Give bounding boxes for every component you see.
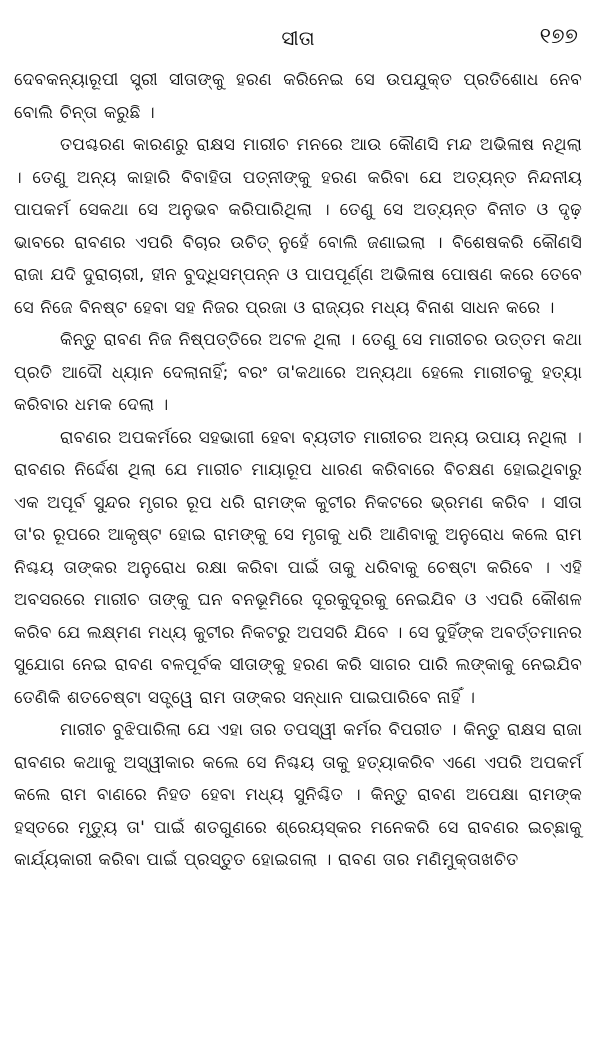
- paragraph: ତପଶ୍ଚରଣ କାରଣରୁ ରାକ୍ଷସ ମାରୀଚ ମନରେ ଆଉ କୌଣସି ମନ୍ଦ ଅଭିଳାଷ ନଥିଲା । ତେଣୁ ଅନ୍ୟ କାହାରି ବିବାହିତା ପତ୍ନୀଙ୍କୁ ହରଣ କରିବା ଯେ ଅତ୍ୟନ୍ତ ନିନ୍ଦନୀୟ ପାପକର୍ମ ସେକଥା ସେ ଅନୁଭବ କରିପାରିଥିଲା । ତେଣୁ ସେ ଅତ୍ୟନ୍ତ ବିନୀତ ଓ ଦୃଢ଼ ଭାବରେ ରାବଣର ଏପରି ବିଚାର ଉଚିତ୍ ନୁହେଁ ବୋଲି ଜଣାଇଲା । ବିଶେଷକରି କୌଣସି ରାଜା ଯଦି ଦୁରାଚାରୀ, ହୀନ ବୁଦ୍ଧିସମ୍ପନ୍ନ ଓ ପାପପୂର୍ଣ୍ଣ ଅଭିଳାଷ ପୋଷଣ କରେ ତେବେ ସେ ନିଜେ ବିନଷ୍ଟ ହେବା ସହ ନିଜର ପ୍ରଜା ଓ ରାଜ୍ୟର ମଧ୍ୟ ବିନାଶ ସାଧନ କରେ ।: [14, 135, 582, 318]
- paragraph: ରାବଣର ଅପକର୍ମରେ ସହଭାଗୀ ହେବା ବ୍ୟତୀତ ମାରୀଚର ଅନ୍ୟ ଉପାୟ ନଥିଲା । ରାବଣର ନିର୍ଦ୍ଦେଶ ଥିଲା ଯେ ମାରୀଚ ମାୟାରୂପ ଧାରଣ କରିବାରେ ବିଚକ୍ଷଣ ହୋଇଥିବାରୁ ଏକ ଅପୂର୍ବ ସୁନ୍ଦର ମୃଗର ରୂପ ଧରି ରାମଙ୍କ କୁଟୀର ନିକଟରେ ଭ୍ରମଣ କରିବ । ସୀତା ତା'ର ରୂପରେ ଆକୃଷ୍ଟ ହୋଇ ରାମଙ୍କୁ ସେ ମୃଗକୁ ଧରି ଆଣିବାକୁ ଅନୁରୋଧ କଲେ ରାମ ନିଶ୍ଚୟ ତାଙ୍କର ଅନୁରୋଧ ରକ୍ଷା କରିବା ପାଇଁ ତାକୁ ଧରିବାକୁ ଚେଷ୍ଟା କରିବେ । ଏହି ଅବସରରେ ମାରୀଚ ତାଙ୍କୁ ଘନ ବନଭୂମିରେ ଦୂରକୁଦୂରକୁ ନେଇଯିବ ଓ ଏପରି କୌଶଳ କରିବ ଯେ ଲକ୍ଷ୍ମଣ ମଧ୍ୟ କୁଟୀର ନିକଟରୁ ଅପସରି ଯିବେ । ସେ ଦୁହିଁଙ୍କ ଅବର୍ତ୍ତମାନର ସୁଯୋଗ ନେଇ ରାବଣ ବଳପୂର୍ବକ ସୀତାଙ୍କୁ ହରଣ କରି ସାଗର ପାରି ଲଙ୍କାକୁ ନେଇଯିବ ତେଣିକି ଶତଚେଷ୍ଟା ସତ୍ତ୍ୱେ ରାମ ତାଙ୍କର ସନ୍ଧାନ ପାଇପାରିବେ ନାହିଁ ।: [14, 427, 582, 708]
- paragraph: ମାରୀଚ ବୁଝିପାରିଲା ଯେ ଏହା ତାର ତପସ୍ୱୀ କର୍ମର ବିପରୀତ । କିନ୍ତୁ ରାକ୍ଷସ ରାଜା ରାବଣର କଥାକୁ ଅସ୍ୱୀକାର କଲେ ସେ ନିଶ୍ଚୟ ତାକୁ ହତ୍ୟାକରିବ ଏଣେ ଏପରି ଅପକର୍ମ କଲେ ରାମ ବାଣରେ ନିହତ ହେବା ମଧ୍ୟ ସୁନିଶ୍ଚିତ । କିନ୍ତୁ ରାବଣ ଅପେକ୍ଷା ରାମଙ୍କ ହସ୍ତରେ ମୃତ୍ୟୁ ତା' ପାଇଁ ଶତଗୁଣରେ ଶ୍ରେୟସ୍କର ମନେକରି ସେ ରାବଣର ଇଚ୍ଛାକୁ କାର୍ଯ୍ୟକାରୀ କରିବା ପାଇଁ ପ୍ରସ୍ତୁତ ହୋଇଗଲା । ରାବଣ ତାର ମଣିମୁକ୍ତାଖଚିତ: [14, 720, 582, 870]
- paragraph: କିନ୍ତୁ ରାବଣ ନିଜ ନିଷ୍ପତ୍ତିରେ ଅଟଳ ଥିଲା । ତେଣୁ ସେ ମାରୀଚର ଉତ୍ତମ କଥା ପ୍ରତି ଆଦୌ ଧ୍ୟାନ ଦେଲାନାହିଁ; ବରଂ ତା'କଥାରେ ଅନ୍ୟଥା ହେଲେ ମାରୀଚକୁ ହତ୍ୟା କରିବାର ଧମକ ଦେଲା ।: [14, 330, 582, 415]
- running-title: ସୀତା: [281, 26, 315, 50]
- page-header: [14, 0, 582, 64]
- paragraph: ଦେବକନ୍ୟାରୂପୀ ସ୍ତ୍ରୀ ସୀତାଙ୍କୁ ହରଣ କରିନେଇ ସେ ଉପଯୁକ୍ତ ପ୍ରତିଶୋଧ ନେବ ବୋଲି ଚିନ୍ତା କରୁଛି ।: [14, 70, 582, 123]
- body-text: [14, 64, 582, 877]
- page-number: ୧୭୭: [539, 24, 578, 49]
